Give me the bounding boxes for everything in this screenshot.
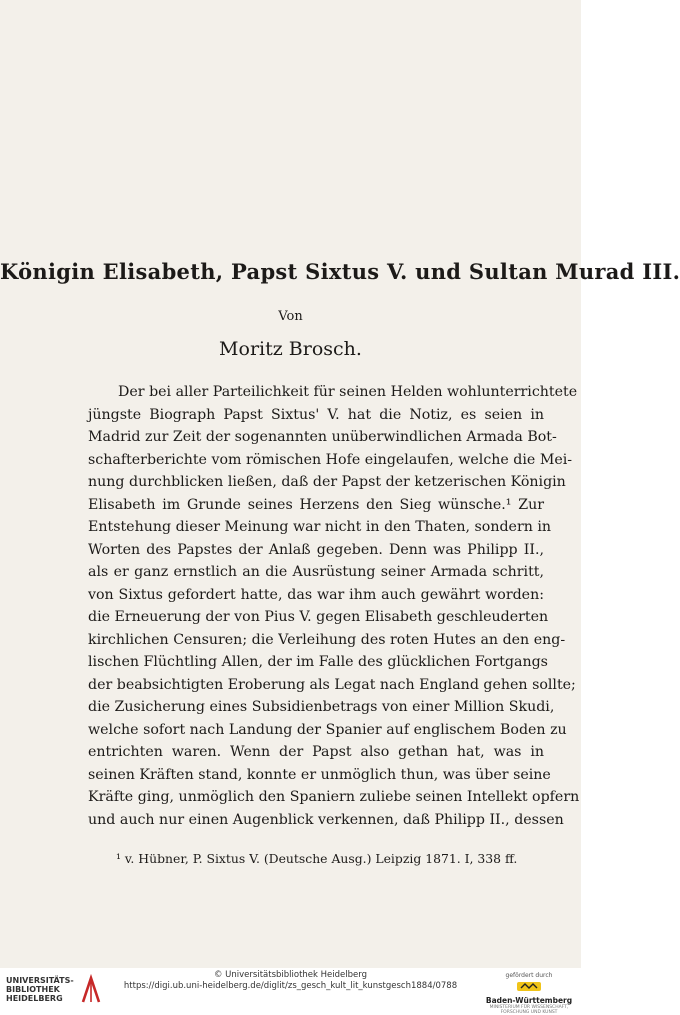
text-line: Entstehung dieser Meinung war nicht in den Thaten, sondern in [88,519,552,535]
text-line: Worten des Papstes der Anlaß gegeben. Denn was Philipp II., [88,541,544,558]
text-line: kirchlichen Censuren; die Verleihung des roten Hutes an den eng- [88,631,566,648]
article-title: Königin Elisabeth, Papst Sixtus V. und Sultan Murad III. [0,259,680,284]
funding-block [485,972,573,1015]
funder-name: Baden-Württemberg [485,996,573,1005]
text-line: welche sofort nach Landung der Spanier auf englischem Boden zu [88,721,567,738]
university-name: UNIVERSITÄTS- BIBLIOTHEK HEIDELBERG [6,975,74,1003]
funder-ministry: MINISTERIUM FÜR WISSENSCHAFT, FORSCHUNG UND KUNST [489,1005,569,1015]
author-name: Moritz Brosch. [219,338,362,360]
text-line: jüngste Biograph Papst Sixtus' V. hat die Notiz, es seien in [88,406,544,423]
text-line: lischen Flüchtling Allen, der im Falle des glücklichen Fortgangs [88,654,548,670]
body-text [88,381,580,831]
text-line: entrichten waren. Wenn der Papst also gethan hat, was in [88,744,544,760]
state-coat-of-arms-icon [515,979,543,993]
text-line: Elisabeth im Grunde seines Herzens den Sieg wünsche.¹ Zur [88,496,544,513]
text-line: Kräfte ging, unmöglich den Spaniern zuliebe seinen Intellekt opfern [88,789,580,805]
funded-by-label: gefördert durch [505,972,553,979]
text-line: von Sixtus gefordert hatte, das war ihm auch gewährt worden: [88,586,544,603]
footnote: ¹ v. Hübner, P. Sixtus V. (Deutsche Ausg.) Leipzig 1871. I, 338 ff. [116,851,518,866]
viewer-footer [0,968,581,1015]
text-line: die Erneuerung der von Pius V. gegen Elisabeth geschleuderten [88,609,549,625]
text-line: seinen Kräften stand, konnte er unmöglich thun, was über seine [88,766,551,783]
text-line: nung durchblicken ließen, daß der Papst der ketzerischen Königin [88,474,566,490]
text-line: die Zusicherung eines Subsidienbetrags von einer Million Skudi, [88,699,555,715]
text-line: und auch nur einen Augenblick verkennen, daß Philipp II., dessen [88,811,564,828]
text-line: der beabsichtigten Eroberung als Legat nach England gehen sollte; [88,676,576,693]
byline-von: Von [278,309,303,324]
text-line: schafterberichte vom römischen Hofe eingelaufen, welche die Mei- [88,451,573,468]
permalink[interactable]: https://digi.ub.uni-heidelberg.de/diglit/zs_gesch_kult_lit_kunstgesch1884/0788 [123,981,458,991]
text-line: als er ganz ernstlich an die Ausrüstung seiner Armada schritt, [88,564,544,580]
copyright-text: © Universitätsbibliothek Heidelberg [213,970,367,980]
text-line: Der bei aller Parteilichkeit für seinen Helden wohlunterrichtete [118,384,578,400]
text-line: Madrid zur Zeit der sogenannten unüberwindlichen Armada Bot- [88,429,557,445]
